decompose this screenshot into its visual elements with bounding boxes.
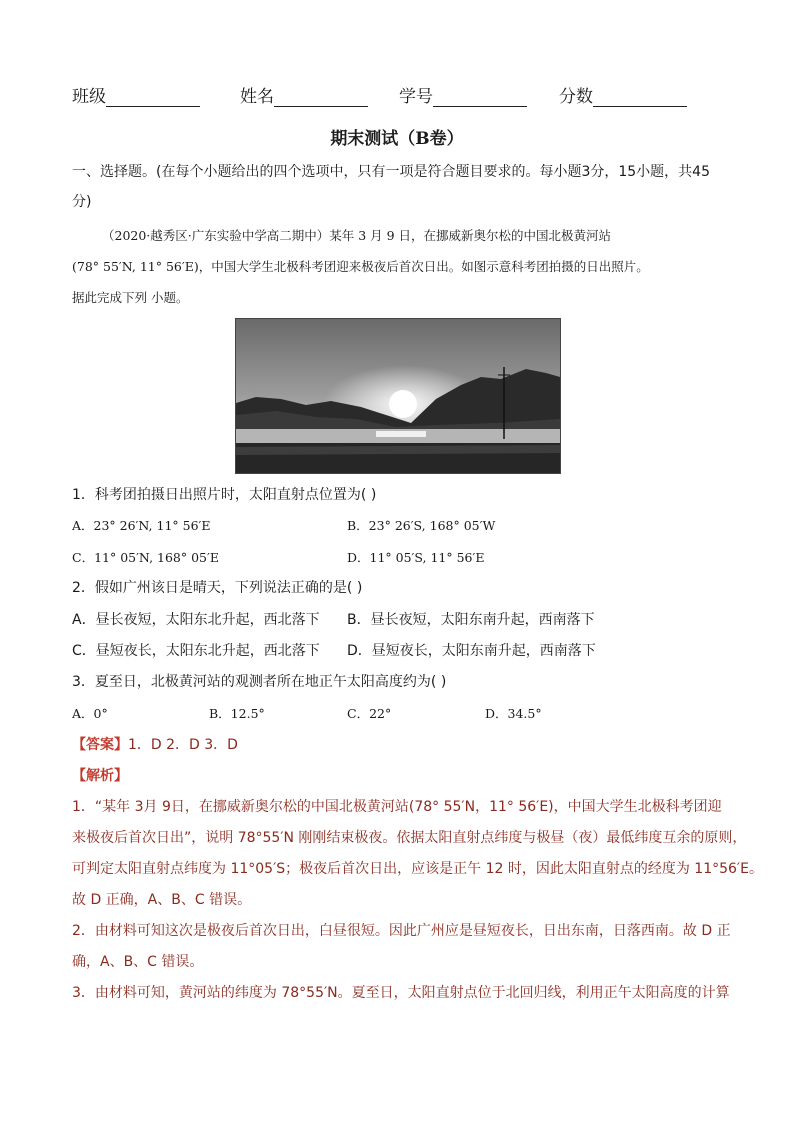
answer-text: 1．D 2．D 3．D <box>128 737 238 753</box>
name-blank[interactable] <box>274 88 368 107</box>
score-field <box>559 82 687 107</box>
name-label: 姓名 <box>240 87 274 107</box>
material-line2: (78° 55′N, 11° 56′E)，中国大学生北极科考团迎来极夜后首次日出。如图示意科考团拍摄的日出照片。 <box>72 259 649 274</box>
q2-option-d[interactable]: D．昼短夜长，太阳东南升起，西南落下 <box>347 643 596 659</box>
page-title: 期末测试（B卷） <box>330 129 464 149</box>
analysis-p2-line1: 2．由材料可知这次是极夜后首次日出，白昼很短。因此广州应是昼短夜长，日出东南，日落西南。故 D 正 <box>72 923 731 939</box>
analysis-p1-line2: 来极夜后首次日出”，说明 78°55′N 刚刚结束极夜。依据太阳直射点纬度与极昼（夜）最低纬度互余的原则， <box>72 830 747 846</box>
analysis-p3-line1: 3．由材料可知，黄河站的纬度为 78°55′N。夏至日，太阳直射点位于北回归线，利用正午太阳高度的计算 <box>72 985 730 1001</box>
score-blank[interactable] <box>593 88 687 107</box>
answer-line <box>72 735 238 755</box>
score-label: 分数 <box>559 87 593 107</box>
q3-stem: 3．夏至日，北极黄河站的观测者所在地正午太阳高度约为( ) <box>72 674 447 690</box>
student-id-field <box>399 82 527 107</box>
class-blank[interactable] <box>106 88 200 107</box>
q1-option-a[interactable]: A．23° 26′N, 11° 56′E <box>72 518 211 533</box>
analysis-p1-line1: 1．“某年 3月 9日，在挪威新奥尔松的中国北极黄河站(78° 55′N，11° 56′E)，中国大学生北极科考团迎 <box>72 799 722 815</box>
class-label: 班级 <box>72 87 106 107</box>
q3-option-a[interactable]: A．0° <box>72 706 108 721</box>
section-instructions-line2: 分) <box>72 194 92 210</box>
q2-option-c[interactable]: C．昼短夜长，太阳东北升起，西北落下 <box>72 643 320 659</box>
student-id-blank[interactable] <box>433 88 527 107</box>
student-id-label: 学号 <box>399 87 433 107</box>
analysis-p2-line2: 确，A、B、C 错误。 <box>72 954 204 970</box>
q3-option-d[interactable]: D．34.5° <box>485 706 542 721</box>
analysis-p1-line3: 可判定太阳直射点纬度为 11°05′S；极夜后首次日出，应该是正午 12 时，因此太阳直射点的经度为 11°56′E。 <box>72 861 763 877</box>
analysis-label: 【解析】 <box>72 768 128 784</box>
material-line3: 据此完成下列 小题。 <box>72 290 189 305</box>
q1-option-b[interactable]: B．23° 26′S, 168° 05′W <box>347 518 496 533</box>
q1-option-c[interactable]: C．11° 05′N, 168° 05′E <box>72 550 219 565</box>
student-info-line <box>72 82 732 110</box>
sunrise-photo-image <box>236 319 560 473</box>
q3-option-b[interactable]: B．12.5° <box>209 706 265 721</box>
answer-label: 【答案】 <box>72 737 128 753</box>
name-field <box>240 82 368 107</box>
section-instructions-line1: 一、选择题。(在每个小题给出的四个选项中，只有一项是符合题目要求的。每小题3分，15小题，共45 <box>72 164 710 180</box>
class-field <box>72 82 200 107</box>
q1-stem: 1．科考团拍摄日出照片时，太阳直射点位置为( ) <box>72 487 377 503</box>
material-line1: （2020·越秀区·广东实验中学高二期中）某年 3 月 9 日，在挪威新奥尔松的中国北极黄河站 <box>102 228 612 243</box>
q2-option-a[interactable]: A．昼长夜短，太阳东北升起，西北落下 <box>72 612 320 628</box>
q3-option-c[interactable]: C．22° <box>347 706 392 721</box>
sunrise-photo <box>235 318 561 474</box>
q2-stem: 2．假如广州该日是晴天，下列说法正确的是( ) <box>72 580 363 596</box>
q1-option-d[interactable]: D．11° 05′S, 11° 56′E <box>347 550 485 565</box>
q2-option-b[interactable]: B．昼长夜短，太阳东南升起，西南落下 <box>347 612 595 628</box>
analysis-p1-line4: 故 D 正确，A、B、C 错误。 <box>72 892 252 908</box>
